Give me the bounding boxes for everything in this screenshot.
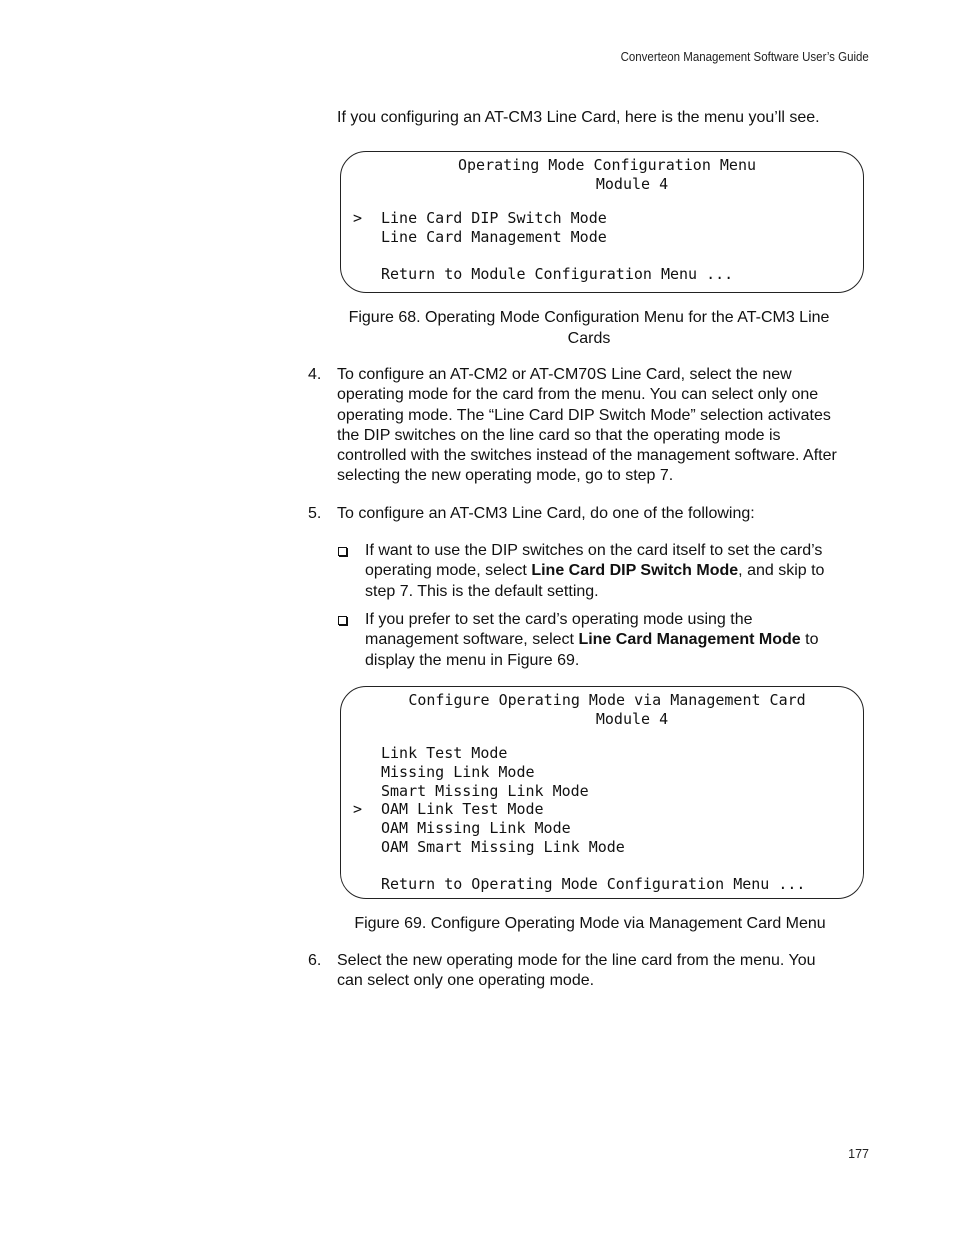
management-card-menu-screen (340, 686, 864, 899)
operating-mode-menu-screen (340, 151, 864, 293)
menu-item-link-test[interactable]: Link Test Mode (381, 744, 508, 762)
text-line: operating mode for the card from the menu. You can select only one (337, 386, 819, 404)
text-line: the DIP switches on the line card so that the operating mode is (337, 426, 781, 444)
step-number: 4. (308, 366, 322, 383)
text-line: Select the new operating mode for the line card from the menu. You (337, 952, 816, 969)
menu-title: Operating Mode Configuration Menu (457, 156, 756, 174)
bold-option-name: Line Card Management Mode (578, 631, 801, 649)
selection-pointer: > (353, 209, 363, 227)
bullet-text (365, 541, 867, 602)
menu-item-missing-link[interactable]: Missing Link Mode (381, 763, 535, 781)
menu-item-oam-smart-missing-link[interactable]: OAM Smart Missing Link Mode (381, 838, 625, 856)
running-header: Converteon Management Software User’s Guide (620, 50, 869, 64)
text-line: can select only one operating mode. (337, 972, 595, 990)
text-segment: to (800, 631, 819, 649)
intro-paragraph: If you configuring an AT-CM3 Line Card, here is the menu you’ll see. (337, 109, 820, 126)
figure-69-caption: Figure 69. Configure Operating Mode via Management Card Menu (354, 915, 826, 932)
menu-item-return[interactable]: Return to Operating Mode Configuration Menu ... (381, 875, 806, 893)
menu-subtitle: Module 4 (595, 710, 669, 728)
text-line: display the menu in Figure 69. (365, 651, 580, 669)
step-number: 6. (308, 952, 322, 969)
text-segment: , and skip to (738, 562, 825, 580)
checkbox-bullet-icon (338, 616, 347, 625)
step-text: To configure an AT-CM3 Line Card, do one of the following: (337, 505, 755, 522)
bullet-text (365, 610, 867, 671)
text-line: selecting the new operating mode, go to step 7. (337, 467, 674, 485)
caption-line: Cards (567, 330, 611, 347)
figure-68-caption (325, 307, 853, 349)
menu-item-oam-missing-link[interactable]: OAM Missing Link Mode (381, 819, 571, 837)
text-segment: operating mode, select (365, 562, 532, 580)
text-line: controlled with the switches instead of the management software. After (337, 447, 837, 465)
selection-pointer: > (353, 800, 363, 818)
menu-item-management-mode[interactable]: Line Card Management Mode (381, 228, 607, 246)
step-text (337, 951, 868, 992)
menu-item-smart-missing-link[interactable]: Smart Missing Link Mode (381, 782, 589, 800)
step-number: 5. (308, 505, 322, 522)
bold-option-name: Line Card DIP Switch Mode (531, 562, 739, 580)
step-text (337, 365, 868, 487)
text-segment: management software, select (365, 631, 579, 649)
menu-subtitle: Module 4 (595, 175, 669, 193)
menu-item-oam-link-test[interactable]: OAM Link Test Mode (381, 800, 544, 818)
page-number: 177 (848, 1147, 869, 1161)
menu-item-dip-switch-mode[interactable]: Line Card DIP Switch Mode (381, 209, 607, 227)
menu-item-return[interactable]: Return to Module Configuration Menu ... (381, 265, 734, 283)
checkbox-bullet-icon (338, 547, 347, 556)
text-line: If you prefer to set the card’s operating mode using the (365, 611, 753, 628)
text-line: step 7. This is the default setting. (365, 582, 599, 600)
text-line: If want to use the DIP switches on the card itself to set the card’s (365, 542, 823, 559)
caption-line: Figure 68. Operating Mode Configuration Menu for the AT-CM3 Line (348, 309, 830, 326)
text-line: operating mode. The “Line Card DIP Switch Mode” selection activates (337, 406, 831, 424)
menu-title: Configure Operating Mode via Management Card (408, 691, 806, 709)
text-line: To configure an AT-CM2 or AT-CM70S Line Card, select the new (337, 366, 792, 383)
